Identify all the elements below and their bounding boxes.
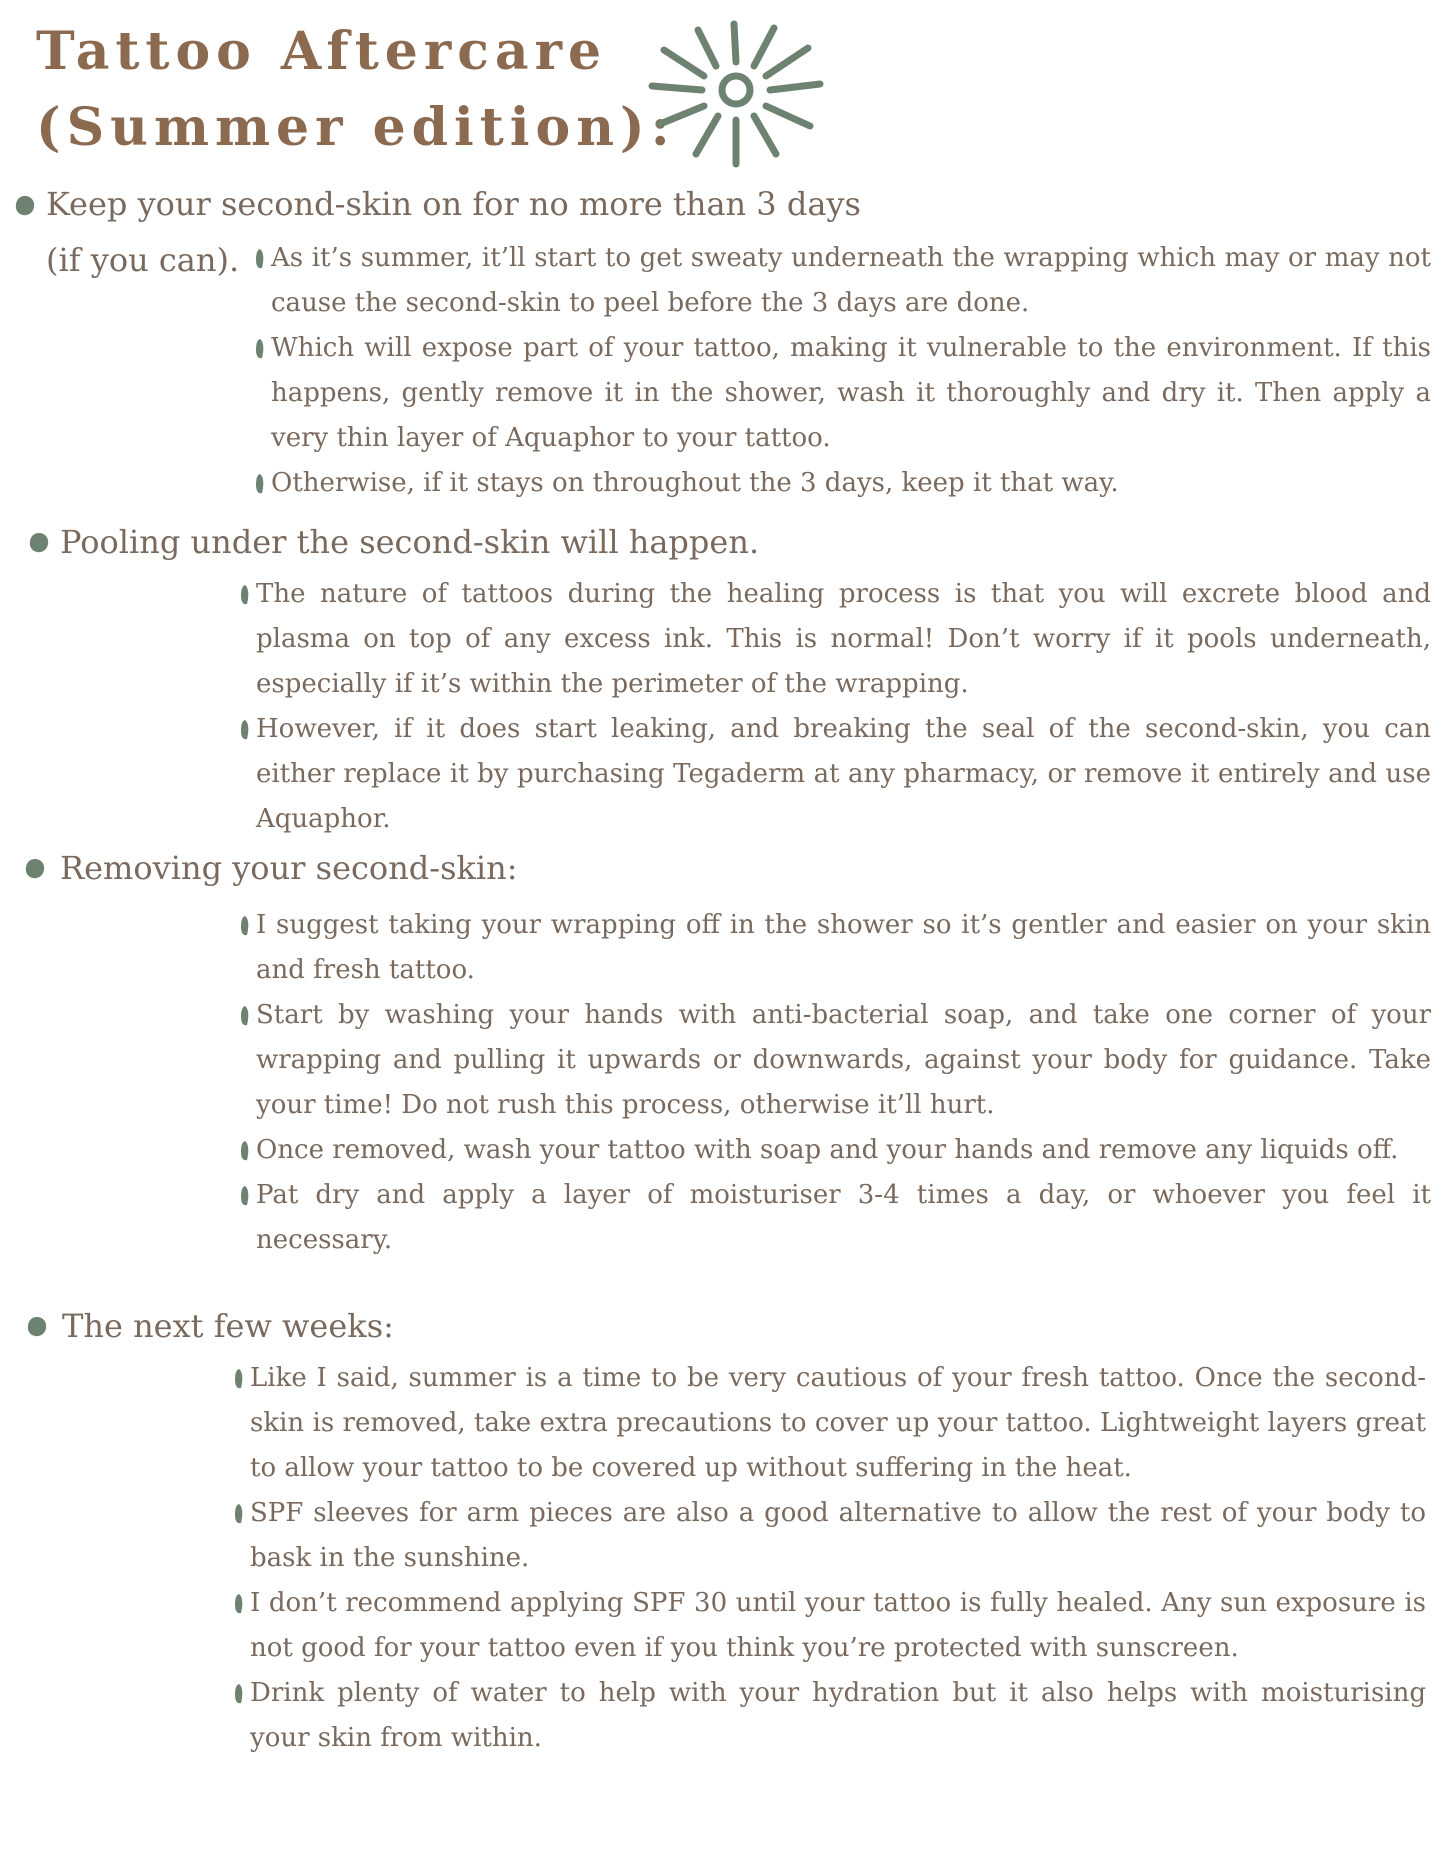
list-item: Start by washing your hands with anti-bacterial soap, and take one corner of your wrapping and pulling it upwards or downwards, against your body for guidance. Take your time! Do not rush this process, otherwise it’ll hurt. [256,993,1431,1128]
stroke-bullet-icon [240,584,250,606]
list-item: Which will expose part of your tattoo, making it vulnerable to the environment. If this happens, gently remove it in the shower, wash it thoroughly and dry it. Then apply a very thin layer of Aquaphor to your tattoo. [271,326,1431,461]
list-item: Otherwise, if it stays on throughout the 3 days, keep it that way. [271,461,1431,506]
stroke-bullet-icon [255,338,265,360]
stroke-bullet-icon [234,1368,244,1390]
blob-bullet-icon [28,532,50,554]
list-item: Like I said, summer is a time to be very cautious of your fresh tattoo. Once the second-skin is removed, take extra precautions to cover up your tattoo. Lightweight layers great to allow your tattoo to be covered up without suffering in the heat. [250,1356,1426,1491]
page-title [36,14,676,166]
section-heading-continued: (if you can). [46,241,240,279]
stroke-bullet-icon [234,1593,244,1615]
title-line-1: Tattoo Aftercare [36,21,608,82]
blob-bullet-icon [26,1316,48,1338]
sun-icon [636,14,836,174]
blob-bullet-icon [24,858,46,880]
list-item: SPF sleeves for arm pieces are also a good alternative to allow the rest of your body to bask in the sunshine. [250,1491,1426,1581]
stroke-bullet-icon [255,248,265,270]
stroke-bullet-icon [234,1683,244,1705]
stroke-bullet-icon [240,915,250,937]
list-item: Pat dry and apply a layer of moisturiser 3-4 times a day, or whoever you feel it necessary. [256,1173,1431,1263]
section-heading: Keep your second-skin on for no more than 3 days [46,185,861,223]
list-item: I suggest taking your wrapping off in the shower so it’s gentler and easier on your skin and fresh tattoo. [256,903,1431,993]
list-item: However, if it does start leaking, and breaking the seal of the second-skin, you can either replace it by purchasing Tegaderm at any pharmacy, or remove it entirely and use Aquaphor. [256,707,1431,842]
section-heading: The next few weeks: [62,1307,394,1345]
stroke-bullet-icon [240,719,250,741]
stroke-bullet-icon [240,1005,250,1027]
list-item: Once removed, wash your tattoo with soap and your hands and remove any liquids off. [256,1128,1431,1173]
section-heading: Pooling under the second-skin will happen. [60,523,760,561]
stroke-bullet-icon [255,473,265,495]
section-heading: Removing your second-skin: [60,849,518,887]
title-line-2: (Summer edition): [36,97,676,158]
list-item: Drink plenty of water to help with your hydration but it also helps with moisturising your skin from within. [250,1671,1426,1761]
stroke-bullet-icon [234,1503,244,1525]
stroke-bullet-icon [240,1140,250,1162]
stroke-bullet-icon [240,1185,250,1207]
list-item: As it’s summer, it’ll start to get sweaty underneath the wrapping which may or may not cause the second-skin to peel before the 3 days are done. [271,236,1431,326]
list-item: I don’t recommend applying SPF 30 until your tattoo is fully healed. Any sun exposure is not good for your tattoo even if you think you’re protected with sunscreen. [250,1581,1426,1671]
list-item: The nature of tattoos during the healing process is that you will excrete blood and plasma on top of any excess ink. This is normal! Don’t worry if it pools underneath, especially if it’s within the perimeter of the wrapping. [256,572,1431,707]
blob-bullet-icon [14,195,36,217]
